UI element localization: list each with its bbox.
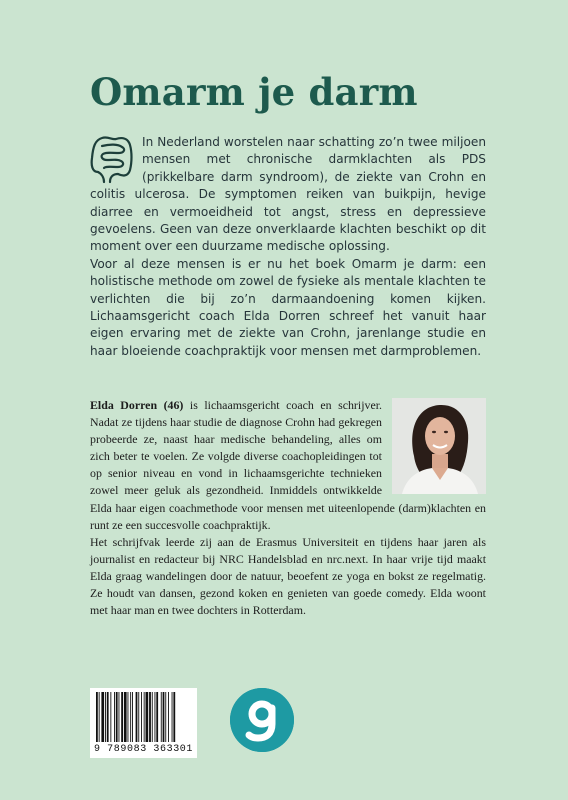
- author-name: Elda Dorren (46): [90, 398, 184, 412]
- isbn-digits: 9 789083 363301: [93, 744, 193, 755]
- bio-paragraph-2: Het schrijfvak leerde zij aan de Erasmus Universiteit en tijdens haar jaren als journalist en redacteur bij NRC Handelsblad en nrc.next. In haar vrije tijd maakt Elda graag wandelingen door de natuur, beoefent ze yoga en bokst ze regelmatig. Ze houdt van dansen, gezond koken en genieten van goede comedy. Elda woont met haar man en twee dochters in Rotterdam.: [90, 534, 486, 618]
- isbn-barcode: [90, 688, 197, 758]
- author-bio: [90, 397, 486, 619]
- description-paragraph-1: In Nederland worstelen naar schatting zo’n twee miljoen mensen met chronische darmklachten als PDS (prikkelbare darm syndroom), de ziekte van Crohn en colitis ulcerosa. De symptomen reiken van buikpijn, hevige diarree en vermoeidheid tot angst, stress en depressieve gevoelens. Geen van deze onverklaarde klachten beschikt op dit moment over een duurzame medische oplossing.: [90, 135, 486, 254]
- intestine-icon: [88, 132, 136, 186]
- book-title: Omarm je darm: [90, 70, 418, 114]
- barcode-bars: [90, 688, 197, 744]
- book-description: [90, 134, 486, 360]
- bio-paragraph-1-text: is lichaamsgericht coach en schrijver. Nadat ze tijdens haar studie de diagnose Crohn had gekregen probeerde ze, naast haar medische behandeling, alles om zich beter te voelen. Ze volgde diverse coachopleidingen tot op senior niveau en vond in lichaamsgerichte technieken zowel meer geluk als gezondheid. Inmiddels ontwikkelde Elda haar eigen coachmethode voor mensen met uiteenlopende (darm)klachten en runt ze een succesvolle coachpraktijk.: [90, 398, 486, 532]
- description-paragraph-2: Voor al deze mensen is er nu het boek Omarm je darm: een holistische methode om zowel de fysieke als mentale klachten te verlichten die bij zo’n darmaandoening komen kijken. Lichaamsgericht coach Elda Dorren schreef het vanuit haar eigen ervaring met de ziekte van Crohn, jarenlange studie en haar bloeiende coachpraktijk voor mensen met darmproblemen.: [90, 256, 486, 358]
- author-photo: [392, 398, 486, 494]
- publisher-logo: [230, 688, 294, 752]
